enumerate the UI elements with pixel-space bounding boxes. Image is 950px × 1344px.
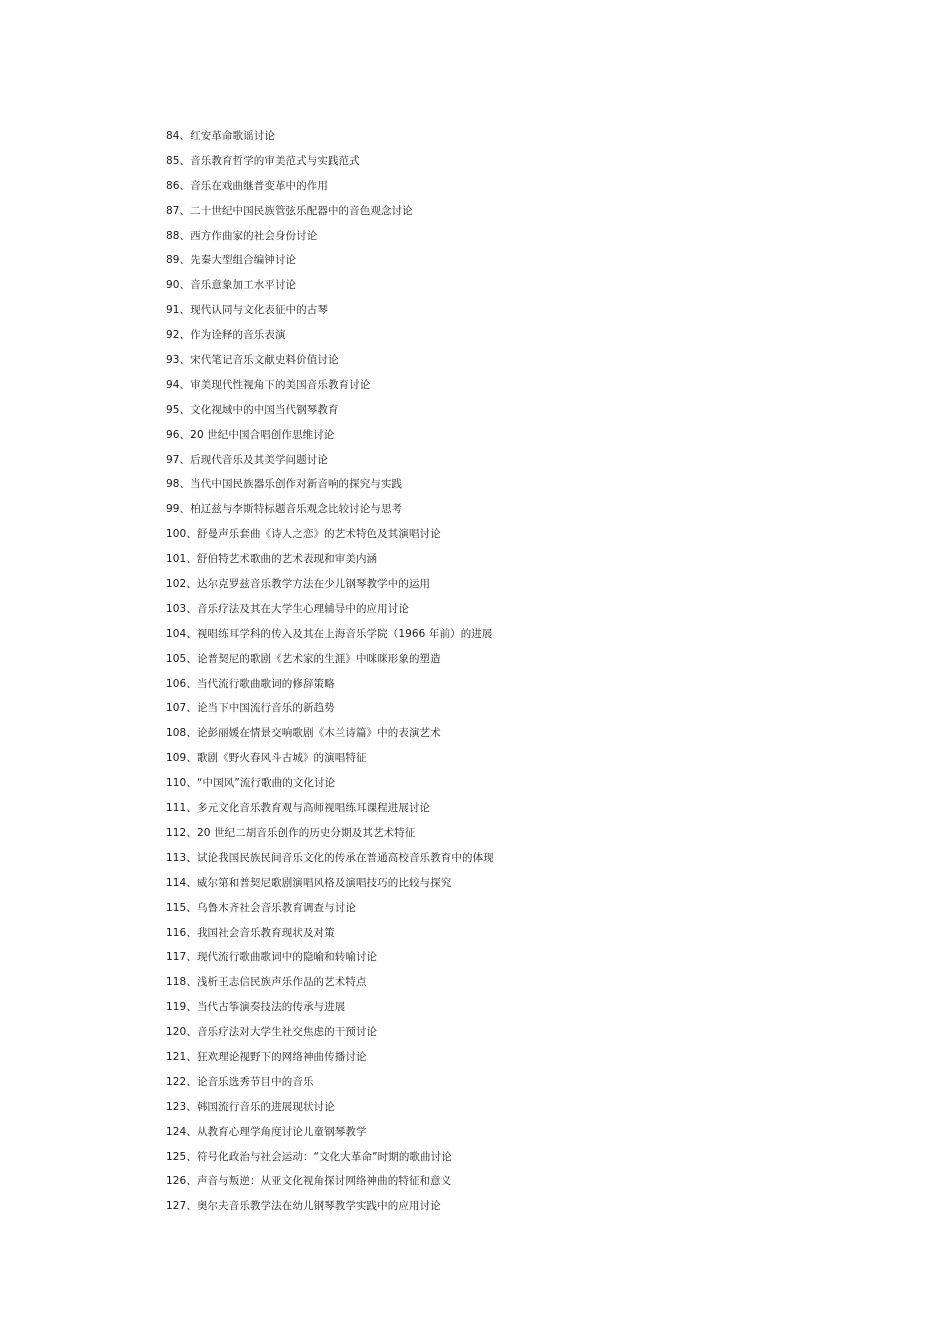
list-item: 94、审美现代性视角下的美国音乐教育讨论 bbox=[166, 378, 371, 391]
list-item: 102、达尔克罗兹音乐教学方法在少儿钢琴教学中的运用 bbox=[166, 578, 431, 591]
list-item: 124、从教育心理学角度讨论儿童钢琴教学 bbox=[166, 1125, 367, 1138]
list-item: 116、我国社会音乐教育现状及对策 bbox=[166, 926, 335, 939]
list-item: 88、西方作曲家的社会身份讨论 bbox=[166, 229, 318, 242]
list-item: 98、当代中国民族器乐创作对新音响的探究与实践 bbox=[166, 478, 403, 491]
list-item: 96、20 世纪中国合唱创作思维讨论 bbox=[166, 428, 335, 441]
list-item: 86、音乐在戏曲继普变革中的作用 bbox=[166, 179, 328, 192]
list-item: 111、多元文化音乐教育观与高师视唱练耳课程进展讨论 bbox=[166, 802, 431, 815]
list-item: 106、当代流行歌曲歌词的修辞策略 bbox=[166, 677, 335, 690]
list-item: 117、现代流行歌曲歌词中的隐喻和转喻讨论 bbox=[166, 951, 378, 964]
list-item: 103、音乐疗法及其在大学生心理辅导中的应用讨论 bbox=[166, 602, 409, 615]
list-item: 119、当代古筝演奏技法的传承与进展 bbox=[166, 1001, 346, 1014]
topic-list bbox=[166, 128, 494, 1223]
list-item: 112、20 世纪二胡音乐创作的历史分期及其艺术特征 bbox=[166, 826, 416, 839]
list-item: 113、试论我国民族民间音乐文化的传承在普通高校音乐教育中的体现 bbox=[166, 851, 494, 864]
list-item: 118、浅析王志信民族声乐作品的艺术特点 bbox=[166, 976, 367, 989]
list-item: 120、音乐疗法对大学生社交焦虑的干预讨论 bbox=[166, 1026, 378, 1039]
list-item: 100、舒曼声乐套曲《诗人之恋》的艺术特色及其演唱讨论 bbox=[166, 528, 441, 541]
list-item: 101、舒伯特艺术歌曲的艺术表现和审美内涵 bbox=[166, 553, 378, 566]
list-item: 85、音乐教育哲学的审美范式与实践范式 bbox=[166, 154, 360, 167]
list-item: 87、二十世纪中国民族管弦乐配器中的音色观念讨论 bbox=[166, 204, 413, 217]
list-item: 127、奥尔夫音乐教学法在幼儿钢琴教学实践中的应用讨论 bbox=[166, 1200, 441, 1213]
list-item: 99、柏辽兹与李斯特标题音乐观念比较讨论与思考 bbox=[166, 503, 403, 516]
list-item: 89、先秦大型组合编钟讨论 bbox=[166, 254, 297, 267]
list-item: 105、论普契尼的歌剧《艺术家的生涯》中咪咪形象的塑造 bbox=[166, 652, 441, 665]
list-item: 84、红安革命歌谣讨论 bbox=[166, 130, 275, 142]
list-item: 91、现代认同与文化表征中的古琴 bbox=[166, 304, 328, 317]
list-item: 122、论音乐选秀节目中的音乐 bbox=[166, 1075, 314, 1088]
list-item: 104、视唱练耳学科的传入及其在上海音乐学院（1966 年前）的进展 bbox=[166, 627, 493, 640]
list-item: 97、后现代音乐及其美学问题讨论 bbox=[166, 453, 328, 466]
list-item: 109、歌剧《野火春风斗古城》的演唱特征 bbox=[166, 752, 367, 765]
list-item: 95、文化视域中的中国当代钢琴教育 bbox=[166, 403, 339, 416]
list-item: 110、“中国风”流行歌曲的文化讨论 bbox=[166, 777, 336, 790]
list-item: 123、韩国流行音乐的进展现状讨论 bbox=[166, 1100, 335, 1113]
list-item: 107、论当下中国流行音乐的新趋势 bbox=[166, 702, 335, 715]
list-item: 93、宋代笔记音乐文献史料价值讨论 bbox=[166, 354, 339, 367]
list-item: 115、乌鲁木齐社会音乐教育调查与讨论 bbox=[166, 901, 356, 914]
list-item: 92、作为诠释的音乐表演 bbox=[166, 329, 286, 342]
list-item: 125、符号化政治与社会运动：“文化大革命”时期的歌曲讨论 bbox=[166, 1150, 452, 1163]
list-item: 121、狂欢理论视野下的网络神曲传播讨论 bbox=[166, 1050, 367, 1063]
list-item: 114、威尔第和普契尼歌剧演唱风格及演唱技巧的比较与探究 bbox=[166, 876, 452, 889]
list-item: 90、音乐意象加工水平讨论 bbox=[166, 279, 297, 292]
list-item: 126、声音与叛逆：从亚文化视角探讨网络神曲的特征和意义 bbox=[166, 1175, 452, 1188]
list-item: 108、论彭丽媛在情景交响歌剧《木兰诗篇》中的表演艺术 bbox=[166, 727, 441, 740]
